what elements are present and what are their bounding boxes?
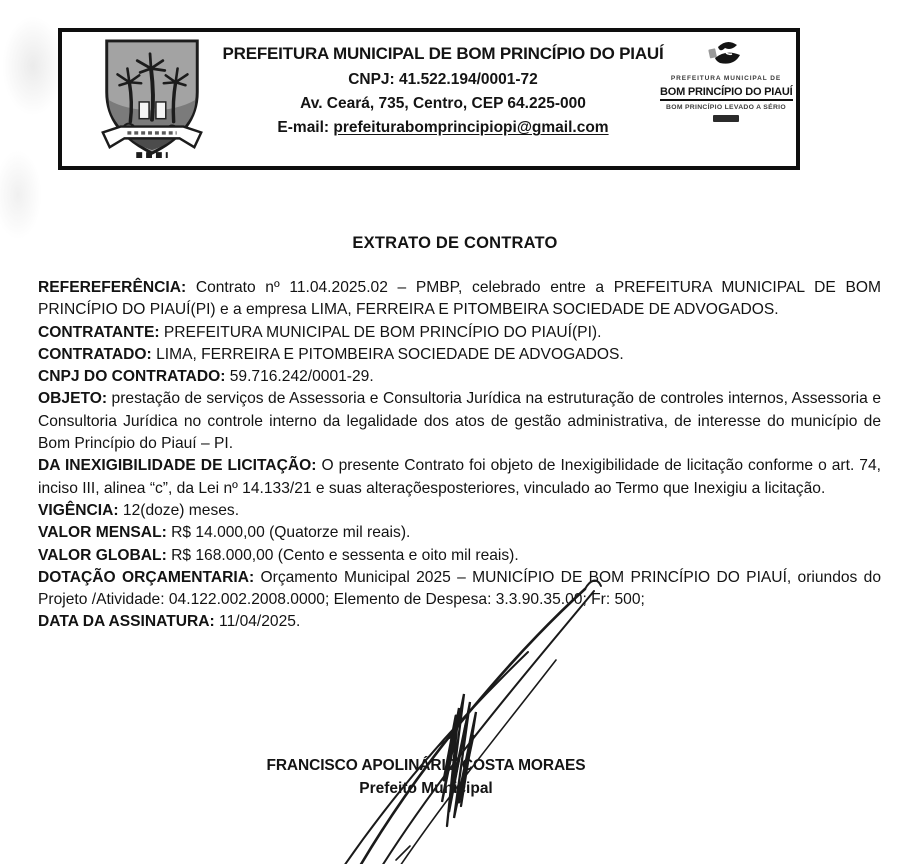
field-label: DA INEXIGIBILIDADE DE LICITAÇÃO: [38,457,317,475]
paragraph-contratado [38,344,881,366]
paragraph-inexigibilidade [38,455,881,500]
email-address: prefeiturabomprincipiopi@gmail.com [333,119,609,136]
signer-name: FRANCISCO APOLINÁRIO COSTA MORAES [266,757,586,774]
field-value: PREFEITURA MUNICIPAL DE BOM PRINCÍPIO DO PIAUÍ(PI). [159,323,602,341]
paragraph-referencia [38,277,881,322]
scan-artifact [2,16,64,116]
municipal-coat-of-arms-icon [96,37,208,161]
contract-body [38,277,881,634]
paragraph-cnpj-contratado [38,366,881,388]
letterhead [58,28,800,170]
field-label: VIGÊNCIA: [38,501,119,519]
brand-slogan: BOM PRINCÍPIO LEVADO A SÉRIO [666,104,786,112]
paragraph-objeto [38,388,881,455]
signature-block [38,757,814,798]
field-value: 59.716.242/0001-29. [225,368,374,386]
paragraph-valor-global [38,545,881,567]
field-value: 12(doze) meses. [118,501,240,519]
field-value: prestação de serviços de Assessoria e Consultoria Jurídica na estruturação de controles internos, Assessoria e Consultoria Jurídica no controle interno da legalidade dos atos de gestão administrativa, de interesse do município de Bom Princípio do Piauí – PI. [38,390,881,453]
signer-role: Prefeito Municipal [359,780,493,797]
field-label: REFEREFERÊNCIA: [38,279,187,296]
field-value: LIMA, FERREIRA E PITOMBEIRA SOCIEDADE DE ADVOGADOS. [151,345,624,363]
org-email-line [220,119,666,137]
field-label: VALOR MENSAL: [38,524,167,542]
brand-top-text: PREFEITURA MUNICIPAL DE [670,75,782,82]
field-value: Contrato nº 11.04.2025.02 – PMBP, celebrado entre a PREFEITURA MUNICIPAL DE BOM PRINCÍPIO DO PIAUÍ(PI) e a empresa LIMA, FERREIRA E PITOMBEIRA SOCIEDADE DE ADVOGADOS. [38,279,881,319]
field-label: CNPJ DO CONTRATADO: [38,368,226,386]
field-value: R$ 14.000,00 (Quatorze mil reais). [166,524,411,542]
field-value: Orçamento Municipal 2025 – MUNICÍPIO DE BOM PRINCÍPIO DO PIAUÍ, oriundos do Projeto /Atividade: 04.122.002.2008.0000; Elemento de Despesa: 3.3.90.35.00; Fr: 500; [38,568,881,609]
scan-artifact [0,150,42,240]
paragraph-vigencia [38,500,881,522]
field-value: 11/04/2025. [214,613,301,631]
city-brand-logo [660,38,792,122]
letterhead-text [220,44,666,137]
paragraph-dotacao [38,567,881,612]
field-label: OBJETO: [38,390,108,408]
paragraph-valor-mensal [38,522,881,544]
org-name: PREFEITURA MUNICIPAL DE BOM PRINCÍPIO DO PIAUÍ [222,44,664,63]
org-address: Av. Ceará, 735, Centro, CEP 64.225-000 [300,95,586,112]
email-label: E-mail: [277,119,334,136]
document-title: EXTRATO DE CONTRATO [352,234,558,252]
term-years-badge [713,115,739,122]
field-value: O presente Contrato foi objeto de Inexigibilidade de licitação conforme o art. 74, inciso III, alinea “c”, da Lei nº 14.133/21 e suas alteraçõesposteriores, vinculado ao Termo que Inexigiu a licitação. [38,457,881,497]
field-label: CONTRATANTE: [38,323,160,341]
field-label: CONTRATADO: [38,345,152,363]
field-label: VALOR GLOBAL: [38,546,167,564]
org-cnpj: CNPJ: 41.522.194/0001-72 [348,71,538,88]
field-label: DOTAÇÃO ORÇAMENTARIA: [38,568,255,586]
brand-name: BOM PRINCÍPIO DO PIAUÍ [660,86,793,101]
paragraph-contratante [38,322,881,344]
paragraph-data-assinatura [38,611,881,633]
brand-mark-icon [706,40,746,72]
field-label: DATA DA ASSINATURA: [38,613,215,631]
field-value: R$ 168.000,00 (Cento e sessenta e oito mil reais). [166,546,519,564]
